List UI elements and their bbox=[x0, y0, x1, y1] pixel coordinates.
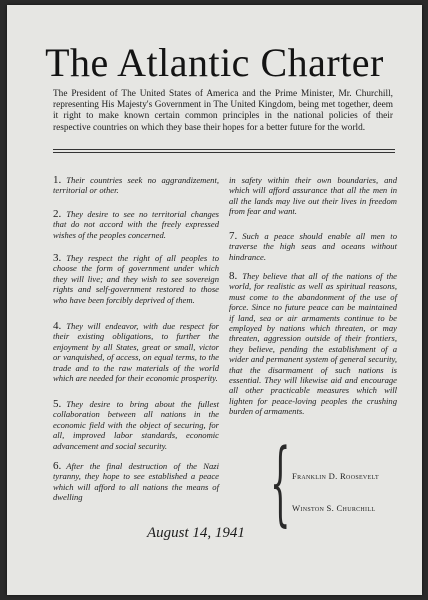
article-7 bbox=[229, 231, 397, 262]
article-text: Such a peace should enable all men to traverse the high seas and oceans without hindrance. bbox=[229, 231, 397, 262]
charter-poster bbox=[7, 5, 422, 595]
preamble: The President of The United States of America and the Prime Minister, Mr. Churchill, representing His Majesty's Government in The United Kingdom, being met together, deem it right to make known certain common principles in the national policies of their respective countries on which they base their hopes for a better future for the world. bbox=[53, 89, 393, 133]
article-number: 1. bbox=[53, 174, 62, 186]
signature-churchill: Winston S. Churchill bbox=[292, 503, 376, 513]
article-5 bbox=[53, 399, 219, 451]
article-text: They respect the right of all peoples to choose the form of government under which they will live; and they wish to see sovereign rights and self-government restored to those who have been forcibly deprived of them. bbox=[53, 253, 219, 305]
article-number: 3. bbox=[53, 252, 62, 264]
article-3 bbox=[53, 253, 219, 305]
page-title: The Atlantic Charter bbox=[45, 40, 384, 85]
article-text: After the final destruction of the Nazi tyranny, they hope to see established a peace which will afford to all nations the means of dwelling bbox=[53, 461, 219, 503]
article-1 bbox=[53, 175, 219, 196]
article-text: Their countries seek no aggrandizement, territorial or other. bbox=[53, 175, 219, 196]
brace-icon: { bbox=[270, 429, 291, 536]
charter-date: August 14, 1941 bbox=[147, 525, 245, 541]
article-number: 6. bbox=[53, 460, 62, 472]
article-number: 8. bbox=[229, 270, 238, 282]
article-text: They desire to bring about the fullest collaboration between all nations in the economic field with the object of securing, for all, improved labor standards, economic advancement and social security. bbox=[53, 399, 219, 451]
article-2 bbox=[53, 209, 219, 240]
article-8 bbox=[229, 271, 397, 417]
article-4 bbox=[53, 321, 219, 383]
article-text: They believe that all of the nations of the world, for realistic as well as spiritual reasons, must come to the abandonment of the use of force. Since no future peace can be maintained if land, sea or air armaments continue to be employed by nations which threaten, or may threaten, aggression outside of their frontiers, they believe, pending the establishment of a wider and permanent system of general security, that the disarmament of such nations is essential. They will likewise aid and encourage all other practicable measures which will lighten for peace-loving peoples the crushing burden of armaments. bbox=[229, 271, 397, 417]
divider bbox=[53, 152, 395, 153]
signature-roosevelt: Franklin D. Roosevelt bbox=[292, 471, 379, 481]
article-text: They desire to see no territorial changes that do not accord with the freely expressed wishes of the peoples concerned. bbox=[53, 209, 219, 240]
article-number: 2. bbox=[53, 208, 62, 220]
article-text: They will endeavor, with due respect for their existing obligations, to further the enjoyment by all States, great or small, victor or vanquished, of access, on equal terms, to the trade and to the raw materials of the world which are needed for their economic prosperity. bbox=[53, 321, 219, 384]
article-number: 4. bbox=[53, 320, 62, 332]
article-6 bbox=[53, 461, 219, 503]
article-number: 5. bbox=[53, 398, 62, 410]
article-number: 7. bbox=[229, 230, 238, 242]
divider bbox=[53, 149, 395, 150]
article-6-continued bbox=[229, 175, 397, 217]
article-text: in safety within their own boundaries, and which will afford assurance that all the men in all the lands may live out their lives in freedom from fear and want. bbox=[229, 175, 397, 217]
